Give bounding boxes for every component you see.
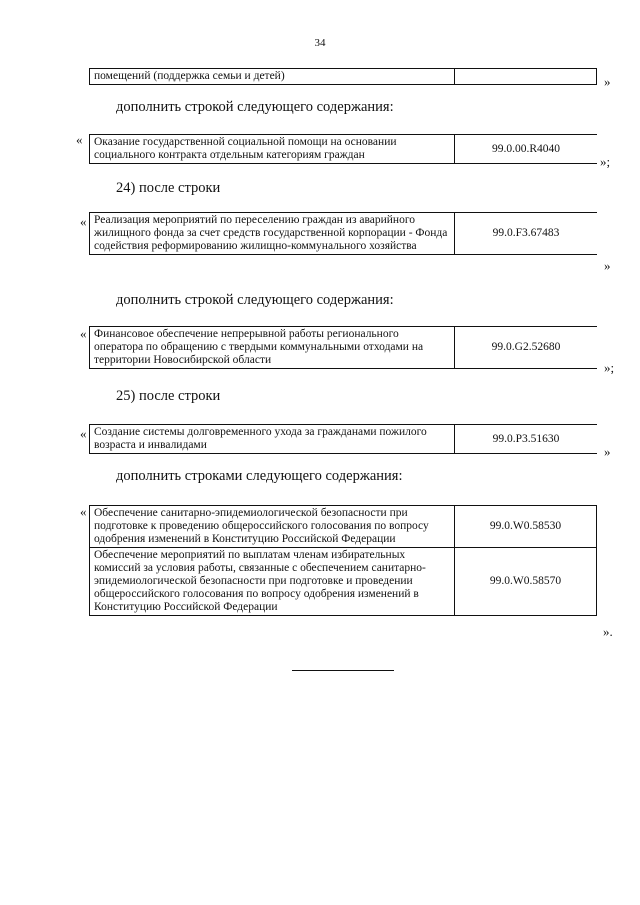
page-number: 34 (314, 37, 326, 49)
row-name: Обеспечение мероприятий по выплатам членам избирательных комиссий за условия работы, связанные с обеспечением санитарно-эпидемиологической безопасности при подготовке и проведении общероссийского голосования по вопросу одобрения изменений в Конституцию Российской Федерации (90, 548, 455, 616)
row-name: Реализация мероприятий по переселению граждан из аварийного жилищного фонда за счет средств государственной корпорации - Фонда содействия реформированию жилищно-коммунального хозяйства (90, 213, 455, 255)
opening-quote: « (80, 504, 87, 519)
row-code: 99.0.P3.51630 (455, 425, 598, 454)
row-code: 99.0.F3.67483 (455, 213, 598, 255)
table-block-1 (89, 134, 597, 164)
end-divider (292, 670, 394, 671)
closing-quote: » (604, 444, 611, 459)
paragraph-add-row-1: дополнить строкой следующего содержания: (116, 99, 394, 115)
row-code (455, 69, 597, 85)
table-row (90, 69, 597, 85)
row-code: 99.0.G2.52680 (455, 327, 598, 369)
table-row (90, 213, 598, 255)
row-name: Обеспечение санитарно-эпидемиологической безопасности при подготовке к проведению общероссийского голосования по вопросу одобрения изменений в Конституцию Российской Федерации (90, 506, 455, 548)
closing-quote: » (604, 74, 611, 89)
opening-quote: « (80, 326, 87, 341)
closing-quote: »; (604, 360, 615, 375)
opening-quote: « (80, 426, 87, 441)
row-name: помещений (поддержка семьи и детей) (90, 69, 455, 85)
closing-quote: »; (600, 154, 611, 169)
paragraph-item-25: 25) после строки (116, 388, 221, 404)
row-code: 99.0.W0.58570 (455, 548, 597, 616)
closing-quote: ». (603, 624, 613, 639)
table-row (90, 327, 598, 369)
table-row (90, 506, 597, 548)
table-row (90, 425, 598, 454)
row-code: 99.0.00.R4040 (455, 135, 598, 164)
opening-quote: « (80, 214, 87, 229)
row-name: Создание системы долговременного ухода за гражданами пожилого возраста и инвалидами (90, 425, 455, 454)
opening-quote: « (76, 132, 83, 147)
row-name: Финансовое обеспечение непрерывной работы регионального оператора по обращению с твердыми коммунальными отходами на территории Новосибирской области (90, 327, 455, 369)
table-block-3 (89, 326, 597, 369)
table-block-5 (89, 505, 597, 616)
table-row (90, 548, 597, 616)
paragraph-add-row-2: дополнить строкой следующего содержания: (116, 292, 394, 308)
paragraph-item-24: 24) после строки (116, 180, 221, 196)
table-block-2 (89, 212, 597, 255)
table-row (90, 135, 598, 164)
table-block-4 (89, 424, 597, 454)
paragraph-add-rows: дополнить строками следующего содержания: (116, 468, 403, 484)
row-code: 99.0.W0.58530 (455, 506, 597, 548)
closing-quote: » (604, 258, 611, 273)
table-top-continuation (89, 68, 597, 85)
row-name: Оказание государственной социальной помощи на основании социального контракта отдельным категориям граждан (90, 135, 455, 164)
